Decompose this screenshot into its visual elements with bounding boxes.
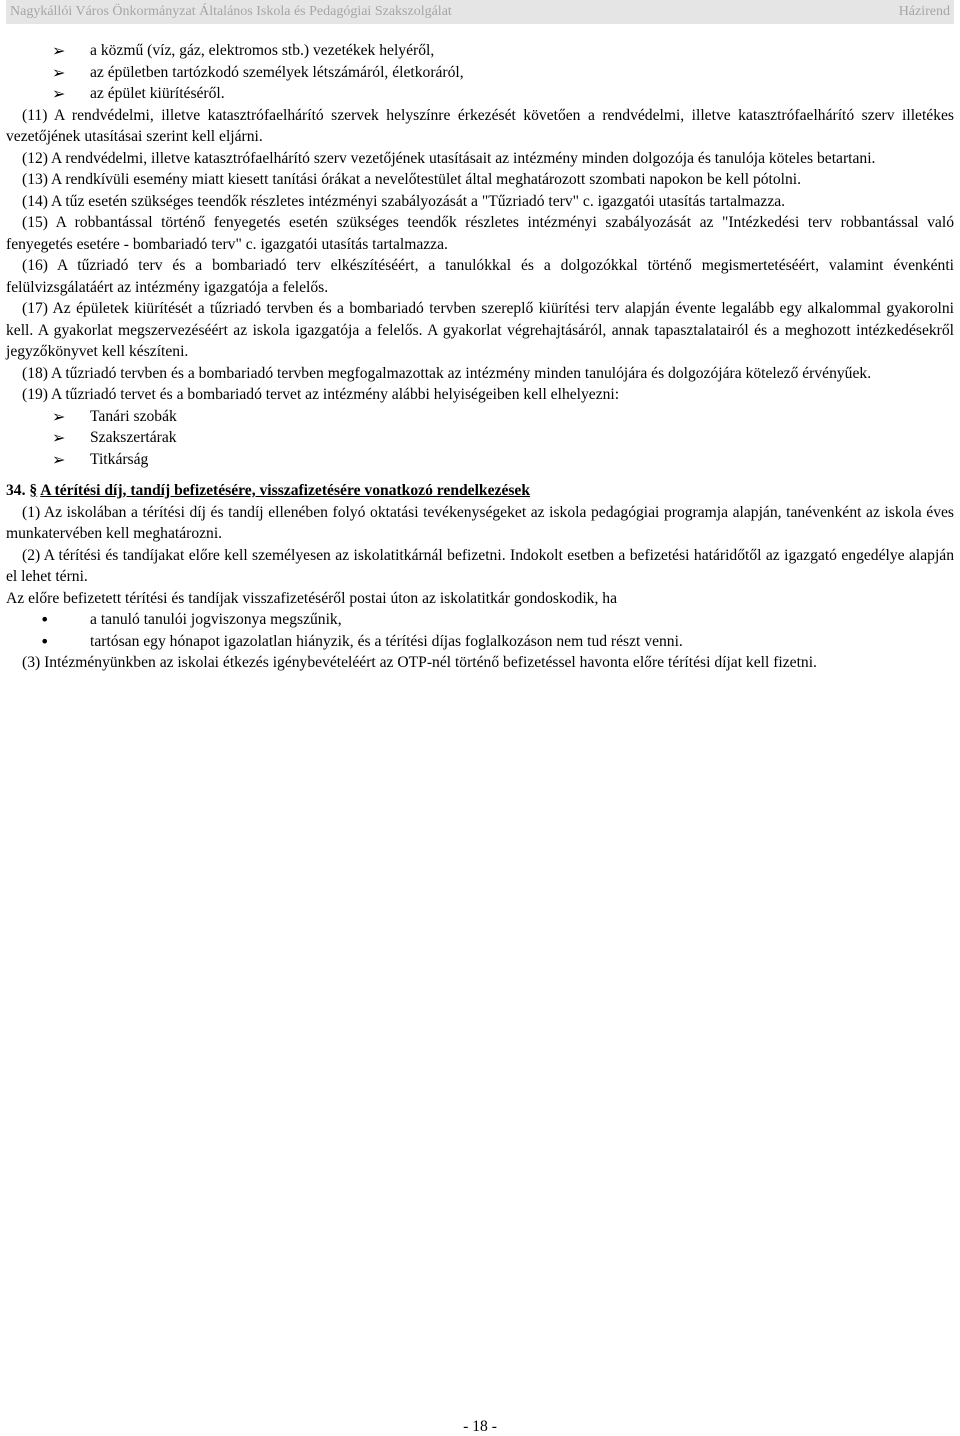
list-item: • tartósan egy hónapot igazolatlan hiányzik, és a térítési díjas foglalkozáson nem tud részt venni.: [40, 631, 683, 651]
section-title: A térítési díj, tandíj befizetésére, visszafizetésére vonatkozó rendelkezések: [40, 482, 531, 499]
section-paragraph-3: (3) Intézményünkben az iskolai étkezés igénybevételéért az OTP-nél történő befizetéssel havonta előre térítési díjat kell fizetni.: [22, 654, 817, 671]
list-item: ➢ a közmű (víz, gáz, elektromos stb.) vezetékek helyéről,: [52, 41, 435, 60]
paragraph-13: (13) A rendkívüli esemény miatt kiesett tanítási órákat a nevelőtestület által meghatározott szombati napokon be kell pótolni.: [22, 171, 802, 188]
rooms-list: [6, 406, 954, 471]
arrow-bullet-icon: ➢: [52, 406, 66, 426]
section-heading: [6, 480, 954, 502]
refund-intro: Az előre befizetett térítési és tandíjak visszafizetéséről postai úton az iskolatitkár gondoskodik, ha: [6, 589, 617, 607]
document-body: [6, 40, 954, 674]
section-paragraph-1: (1) Az iskolában a térítési díj és tandíj ellenében folyó oktatási tevékenységeket az iskola pedagógiai programja alapján, tanévenként az iskola éves munkatervében kell meghatározni.: [6, 503, 954, 542]
list-item: ➢ Szakszertárak: [52, 428, 177, 447]
dot-bullet-icon: •: [40, 631, 50, 651]
section-symbol: §: [29, 482, 38, 499]
list-item: ➢ az épület kiürítéséről.: [52, 84, 225, 103]
page-header: [6, 0, 954, 24]
paragraph-18: (18) A tűzriadó tervben és a bombariadó tervben megfogalmazottak az intézmény minden tanulójára és dolgozójára kötelező érvényűek.: [22, 364, 872, 382]
paragraph-17: (17) Az épületek kiürítését a tűzriadó tervben és a bombariadó tervben szereplő kiürítési terv alapján évente legalább egy alkalommal gyakorolni kell. A gyakorlat megszervezéséért az iskola igazgatója a felelős. A gyakorlat végrehajtásáról, annak tapasztalatairól és a meghozott intézkedésekről jegyzőkönyvet kell készíteni.: [6, 300, 954, 360]
arrow-bullet-icon: ➢: [52, 41, 66, 60]
paragraph-16: (16) A tűzriadó terv és a bombariadó terv elkészítéséért, a tanulókkal és a dolgozókkal történő megismertetéséért, valamint évenkénti felülvizsgálatáért az intézmény igazgatója a felelős.: [6, 257, 954, 296]
arrow-bullet-icon: ➢: [52, 428, 66, 447]
section-paragraph-2: (2) A térítési és tandíjakat előre kell személyesen az iskolatitkárnál befizetni. Indokolt esetben a befizetési határidőtől az igazgató engedélye alapján el lehet térni.: [6, 546, 954, 585]
refund-list: [6, 609, 954, 652]
paragraph-14: (14) A tűz esetén szükséges teendők részletes intézményi szabályozását a "Tűzriadó terv" c. igazgatói utasítás tartalmazza.: [22, 192, 786, 210]
paragraph-15: (15) A robbantással történő fenyegetés esetén szükséges teendők részletes intézményi szabályozását az "Intézkedési terv robbantással való fenyegetés esetére - bombariadó terv" c. igazgatói utasítás tartalmazza.: [6, 214, 954, 253]
section-number: 34.: [6, 482, 26, 499]
arrow-bullet-icon: ➢: [52, 62, 66, 82]
header-document-title: Házirend: [898, 4, 950, 19]
paragraph-12: (12) A rendvédelmi, illetve katasztrófaelhárító szerv vezetőjének utasításait az intézmény minden dolgozója és tanulója köteles betartani.: [22, 149, 876, 167]
info-list: [6, 40, 954, 105]
list-item: ➢ Titkárság: [52, 449, 149, 469]
paragraph-11: (11) A rendvédelmi, illetve katasztrófaelhárító szervek helyszínre érkezését követően a rendvédelmi, illetve katasztrófaelhárító szerv illetékes vezetőjének utasításai szerint kell eljárni.: [6, 106, 954, 145]
header-school-name: Nagykállói Város Önkormányzat Általános Iskola és Pedagógiai Szakszolgálat: [10, 4, 452, 19]
arrow-bullet-icon: ➢: [52, 84, 66, 103]
page-number: - 18 -: [463, 1418, 497, 1435]
list-item: ➢ Tanári szobák: [52, 406, 177, 426]
arrow-bullet-icon: ➢: [52, 449, 66, 469]
list-item: • a tanuló tanulói jogviszonya megszűnik,: [40, 610, 342, 629]
dot-bullet-icon: •: [40, 610, 50, 629]
paragraph-19: (19) A tűzriadó tervet és a bombariadó tervet az intézmény alábbi helyiségeiben kell elhelyezni:: [22, 386, 620, 403]
list-item: ➢ az épületben tartózkodó személyek létszámáról, életkoráról,: [52, 62, 464, 82]
